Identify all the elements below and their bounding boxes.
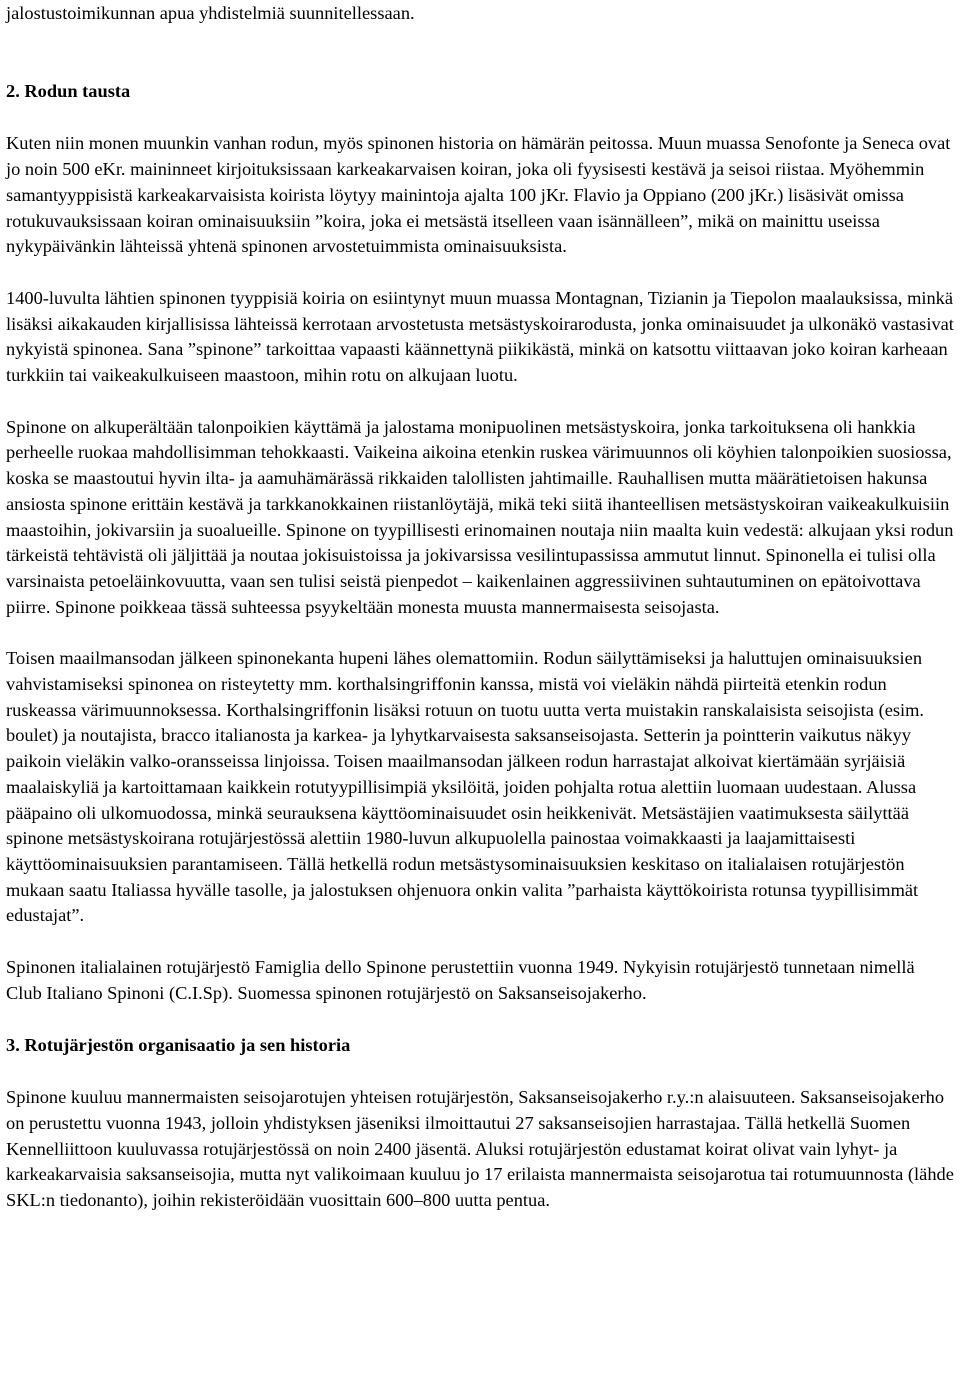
paragraph-1400-luvulta: 1400-luvulta lähtien spinonen tyyppisiä koiria on esiintynyt muun muassa Montagnan, Tizianin ja Tiepolon maalauksissa, minkä lisäksi aikakauden kirjallisissa lähteissä kerrotaan arvostetusta metsästyskoirarodusta, jonka ominaisuudet ja ulkonäkö vastasivat nykyistä spinonea. Sana ”spinone” tarkoittaa vapaasti käännettynä piikikästä, minkä on katsottu viittaavan joko koiran karheaan turkkiin tai vaikeakulkuiseen maastoon, mihin rotu on alkujaan luotu. <box>6 287 954 386</box>
paragraph-organisation: Spinone kuuluu mannermaisten seisojarotujen yhteisen rotujärjestön, Saksanseisojakerho r.y.:n alaisuuteen. Saksanseisojakerho on perustettu vuonna 1943, jolloin yhdistyksen jäseniksi ilmoittautui 27 saksanseisojien harrastajaa. Tällä hetkellä Suomen Kennelliittoon kuuluvassa rotujärjestössä on noin 2400 jäsentä. Aluksi rotujärjestön edustamat koirat olivat vain lyhyt- ja karkeakarvaisia saksanseisojia, mutta nyt valikoimaan kuuluu jo 17 erilaista mannermaista seisojarotua tai rotumuunnosta (lähde SKL:n tiedonanto), joihin rekisteröidään vuosittain 600–800 uutta pentua. <box>6 1087 954 1211</box>
section-heading-rodun-tausta: 2. Rodun tausta <box>6 80 131 101</box>
paragraph-history-intro: Kuten niin monen muunkin vanhan rodun, myös spinonen historia on hämärän peitossa. Muun muassa Senofonte ja Seneca ovat jo noin 500 eKr. maininneet kirjoituksissaan karkeakarvaisen koiran, joka oli fyysisesti kestävä ja seisoi riistaa. Myöhemmin samantyyppisistä karkeakarvaisista koirista löytyy mainintoja ajalta 100 jKr. Flavio ja Oppiano (200 jKr.) lisäsivät omissa rotukuvauksissaan koiran ominaisuuksiin ”koira, joka ei metsästä itselleen vaan isännälleen”, mikä on mainittu useissa nykypäivänkin lähteissä yhtenä spinonen arvostetuimmista ominaisuuksista. <box>6 133 951 257</box>
document-page <box>6 0 954 1395</box>
continuation-text: jalostustoimikunnan apua yhdistelmiä suunnitellessaan. <box>6 3 415 23</box>
paragraph-breed-club: Spinonen italialainen rotujärjestö Famiglia dello Spinone perustettiin vuonna 1949. Nykyisin rotujärjestö tunnetaan nimellä Club Italiano Spinoni (C.I.Sp). Suomessa spinonen rotujärjestö on Saksanseisojakerho. <box>6 957 915 1003</box>
paragraph-origin: Spinone on alkuperältään talonpoikien käyttämä ja jalostama monipuolinen metsästyskoira, jonka tarkoituksena oli hankkia perheelle ruokaa mahdollisimman tehokkaasti. Vaikeina aikoina etenkin ruskea värimuunnos oli köyhien talonpoikien suosiossa, koska se maastoutui hyvin ilta- ja aamuhämärässä rikkaiden talollisten jahtimaille. Rauhallisen mutta määrätietoisen hakunsa ansiosta spinone erittäin kestävä ja tarkkanokkainen riistanlöytäjä, mikä teki siitä ihanteellisen metsästyskoiran vaikeakulkuisiin maastoihin, jokivarsiin ja suoalueille. Spinone on tyypillisesti erinomainen noutaja niin maalta kuin vedestä: alkujaan yksi rodun tärkeistä tehtävistä oli jäljittää ja noutaa jokisuistoissa ja jokivarsissa vesilintupassissa ammutut linnut. Spinonella ei tulisi olla varsinaista petoeläinkovuutta, vaan sen tulisi seistä pienpedot – kaikenlainen aggressiivinen suhtautuminen on epätoivottava piirre. Spinone poikkeaa tässä suhteessa psyykeltään monesta muusta mannermaisesta seisojasta. <box>6 416 954 617</box>
section-heading-organisaatio: 3. Rotujärjestön organisaatio ja sen historia <box>6 1034 351 1055</box>
paragraph-post-war: Toisen maailmansodan jälkeen spinonekanta hupeni lähes olemattomiin. Rodun säilyttämiseksi ja haluttujen ominaisuuksien vahvistamiseksi spinonea on risteytetty mm. korthalsingriffonin kanssa, mistä voi vieläkin nähdä piirteitä etenkin rodun ruskeassa värimuunnoksessa. Korthalsingriffonin lisäksi rotuun on tuotu uutta verta muistakin ranskalaisista seisojista (esim. boulet) ja noutajista, bracco italianosta ja karkea- ja lyhytkarvaisesta saksanseisojasta. Setterin ja pointterin vaikutus näkyy paikoin vieläkin valko-oransseissa linjoissa. Toisen maailmansodan jälkeen rodun harrastajat alkoivat kiertämään syrjäisiä maalaiskyliä ja kartoittamaan kaikkein rotutyypillisimpiä yksilöitä, joiden pohjalta rotua alettiin luomaan uudestaan. Alussa pääpaino oli ulkomuodossa, minkä seurauksena käyttöominaisuudet osin heikkenivät. Metsästäjien vaatimuksesta säilyttää spinone metsästyskoirana rotujärjestössä alettiin 1980-luvun alkupuolella painostaa voimakkaasti ja laajamittaisesti käyttöominaisuuksien parantamiseen. Tällä hetkellä rodun metsästysominaisuuksien keskitaso on italialaisen rotujärjestön mukaan saatu Italiassa hyvälle tasolle, ja jalostuksen ohjenuora onkin valita ”parhaista käyttökoirista rotunsa tyypillisimmät edustajat”. <box>6 648 925 926</box>
